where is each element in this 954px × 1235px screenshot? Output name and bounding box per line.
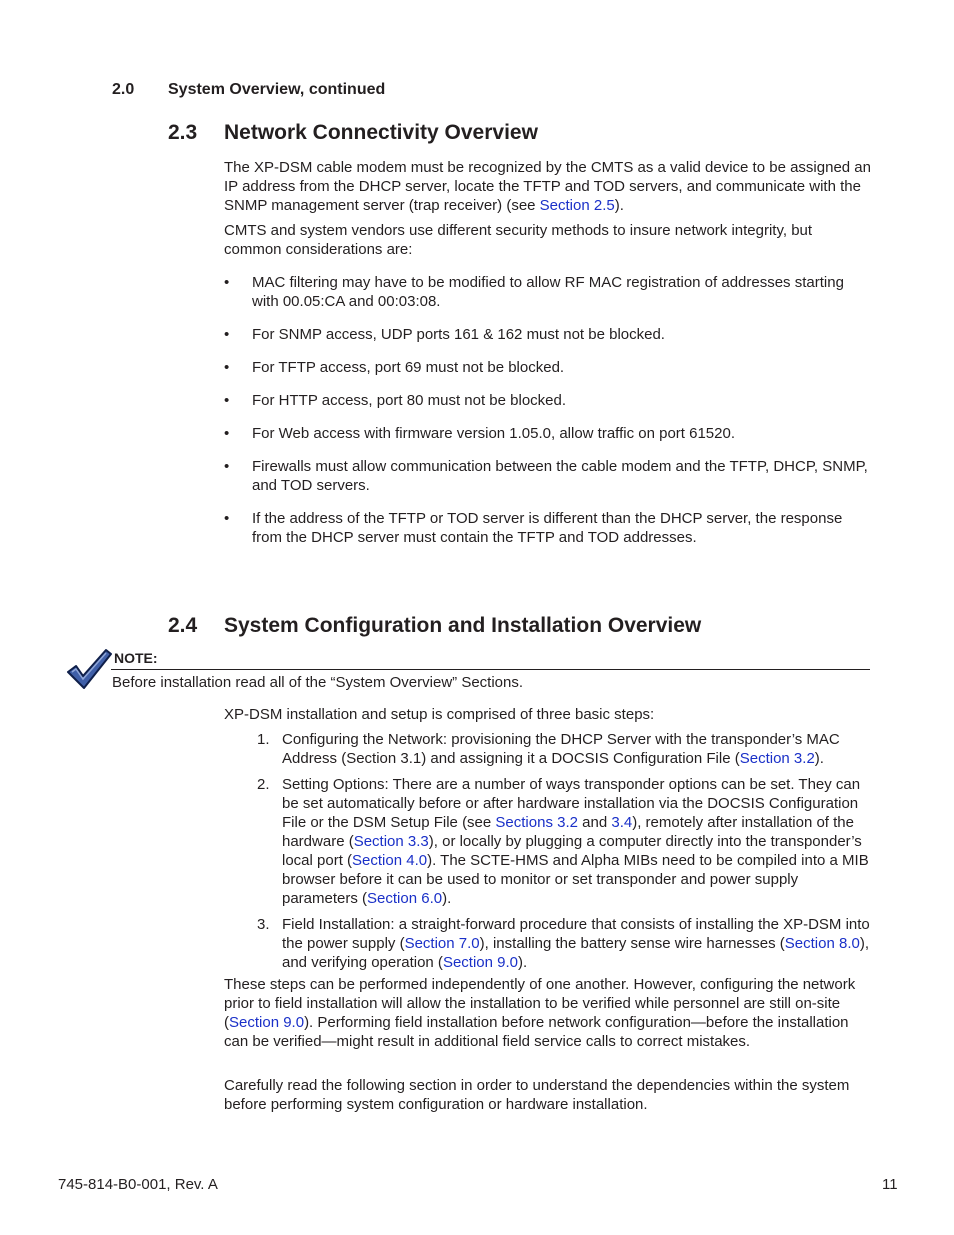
list-item (224, 457, 874, 495)
step-text: ), installing the battery sense wire harnesses ( (479, 935, 785, 952)
bullet-marker: • (224, 392, 230, 409)
section-link[interactable]: Section 4.0 (352, 852, 428, 869)
step-item (224, 730, 874, 768)
section-link[interactable]: 3.4 (611, 814, 633, 831)
section-link[interactable]: Sections 3.2 (495, 814, 578, 831)
section-link[interactable]: Section 7.0 (404, 935, 480, 952)
running-head-number: 2.0 (112, 81, 135, 98)
list-item-text: Firewalls must allow communication between the cable modem and the TFTP, DHCP, SNMP, and TOD servers. (252, 458, 868, 494)
section-number: 2.4 (168, 614, 198, 637)
step-text: ). (518, 954, 528, 971)
bullet-marker: • (224, 274, 230, 291)
footer-doc-number: 745-814-B0-001, Rev. A (58, 1176, 218, 1193)
link-section-2-5[interactable]: Section 2.5 (539, 197, 615, 214)
section-link[interactable]: Section 6.0 (367, 890, 443, 907)
paragraph-text-end: ). Performing field installation before network configuration—before the installation can be verified—might result in additional field service calls to correct mistakes. (224, 1014, 849, 1050)
list-item (224, 273, 874, 311)
step-text: ). (814, 750, 824, 767)
step-text: Field Installation: a straight-forward procedure that consists of installing the XP-DSM into the power supply ( (282, 916, 870, 952)
bullet-marker: • (224, 458, 230, 475)
step-number: 1. (257, 731, 270, 748)
list-item-text: For HTTP access, port 80 must not be blocked. (252, 392, 567, 409)
section-title: Network Connectivity Overview (224, 121, 538, 144)
section-title: System Configuration and Installation Overview (224, 614, 702, 637)
step-text: ). The SCTE-HMS and Alpha MIBs need to be compiled into a MIB browser before it can be used to monitor or set transponder and power supply parameters ( (282, 852, 869, 907)
section-2-3-considerations-paragraph: CMTS and system vendors use different security methods to insure network integrity, but common considerations are: (224, 222, 813, 258)
bullet-marker: • (224, 425, 230, 442)
step-item (224, 915, 874, 972)
step-item (224, 775, 874, 908)
step-text: ), and verifying operation ( (282, 935, 870, 971)
bullet-marker: • (224, 359, 230, 376)
list-item-text: For TFTP access, port 69 must not be blocked. (252, 359, 565, 376)
steps-intro: XP-DSM installation and setup is comprised of three basic steps: (224, 706, 655, 723)
section-2-4-heading (168, 613, 701, 639)
section-2-3-heading (168, 120, 538, 146)
running-head (112, 80, 385, 99)
list-item-text: If the address of the TFTP or TOD server is different than the DHCP server, the response from the DHCP server must contain the TFTP and TOD addresses. (252, 510, 843, 546)
section-link[interactable]: Section 8.0 (784, 935, 860, 952)
step-text: and (577, 814, 612, 831)
note-text: Before installation read all of the “System Overview” Sections. (112, 674, 524, 691)
section-link[interactable]: Section 3.3 (353, 833, 429, 850)
list-item (224, 424, 874, 443)
list-item-text: For SNMP access, UDP ports 161 & 162 must not be blocked. (252, 326, 665, 343)
note-divider (111, 669, 870, 670)
list-item (224, 391, 874, 410)
footer-page-number: 11 (882, 1176, 898, 1193)
steps-list (224, 730, 874, 972)
list-item-text: MAC filtering may have to be modified to allow RF MAC registration of addresses starting with 00.05:CA and 00:03:08. (252, 274, 844, 310)
list-item (224, 509, 874, 547)
bullet-marker: • (224, 326, 230, 343)
note-label: NOTE: (114, 650, 158, 666)
step-text: ), or locally by plugging a computer directly into the transponder’s local port ( (282, 833, 862, 869)
considerations-bullet-list (224, 273, 874, 547)
running-head-title: System Overview, continued (168, 81, 386, 98)
checkmark-icon (66, 648, 112, 690)
list-item (224, 325, 874, 344)
step-number: 2. (257, 776, 270, 793)
closing-paragraph: Carefully read the following section in order to understand the dependencies within the system before performing system configuration or hardware installation. (224, 1077, 850, 1113)
list-item (224, 358, 874, 377)
step-text: Setting Options: There are a number of ways transponder options can be set. They can be set automatically before or after hardware installation via the DOCSIS Configuration File or the DSM Setup File (see (282, 776, 861, 831)
section-number: 2.3 (168, 121, 198, 144)
section-2-3-intro-paragraph (224, 158, 872, 215)
independence-paragraph (224, 975, 872, 1051)
step-text: Configuring the Network: provisioning the DHCP Server with the transponder’s MAC Address (Section 3.1) and assigning it a DOCSIS Configuration File ( (282, 731, 840, 767)
paragraph-text-end: ). (614, 197, 624, 214)
section-link[interactable]: Section 3.2 (739, 750, 815, 767)
bullet-marker: • (224, 510, 230, 527)
link-section-9-0[interactable]: Section 9.0 (229, 1014, 305, 1031)
step-number: 3. (257, 916, 270, 933)
list-item-text: For Web access with firmware version 1.05.0, allow traffic on port 61520. (252, 425, 735, 442)
paragraph-text: These steps can be performed independently of one another. However, configuring the network prior to field installation will allow the installation to be verified while personnel are still on-site ( (224, 976, 856, 1031)
paragraph-text: The XP-DSM cable modem must be recognized by the CMTS as a valid device to be assigned an IP address from the DHCP server, locate the TFTP and TOD servers, and communicate with the SNMP management server (trap receiver) (see (224, 159, 871, 214)
section-link[interactable]: Section 9.0 (442, 954, 518, 971)
step-text: ), remotely after installation of the hardware ( (282, 814, 854, 850)
step-text: ). (442, 890, 452, 907)
